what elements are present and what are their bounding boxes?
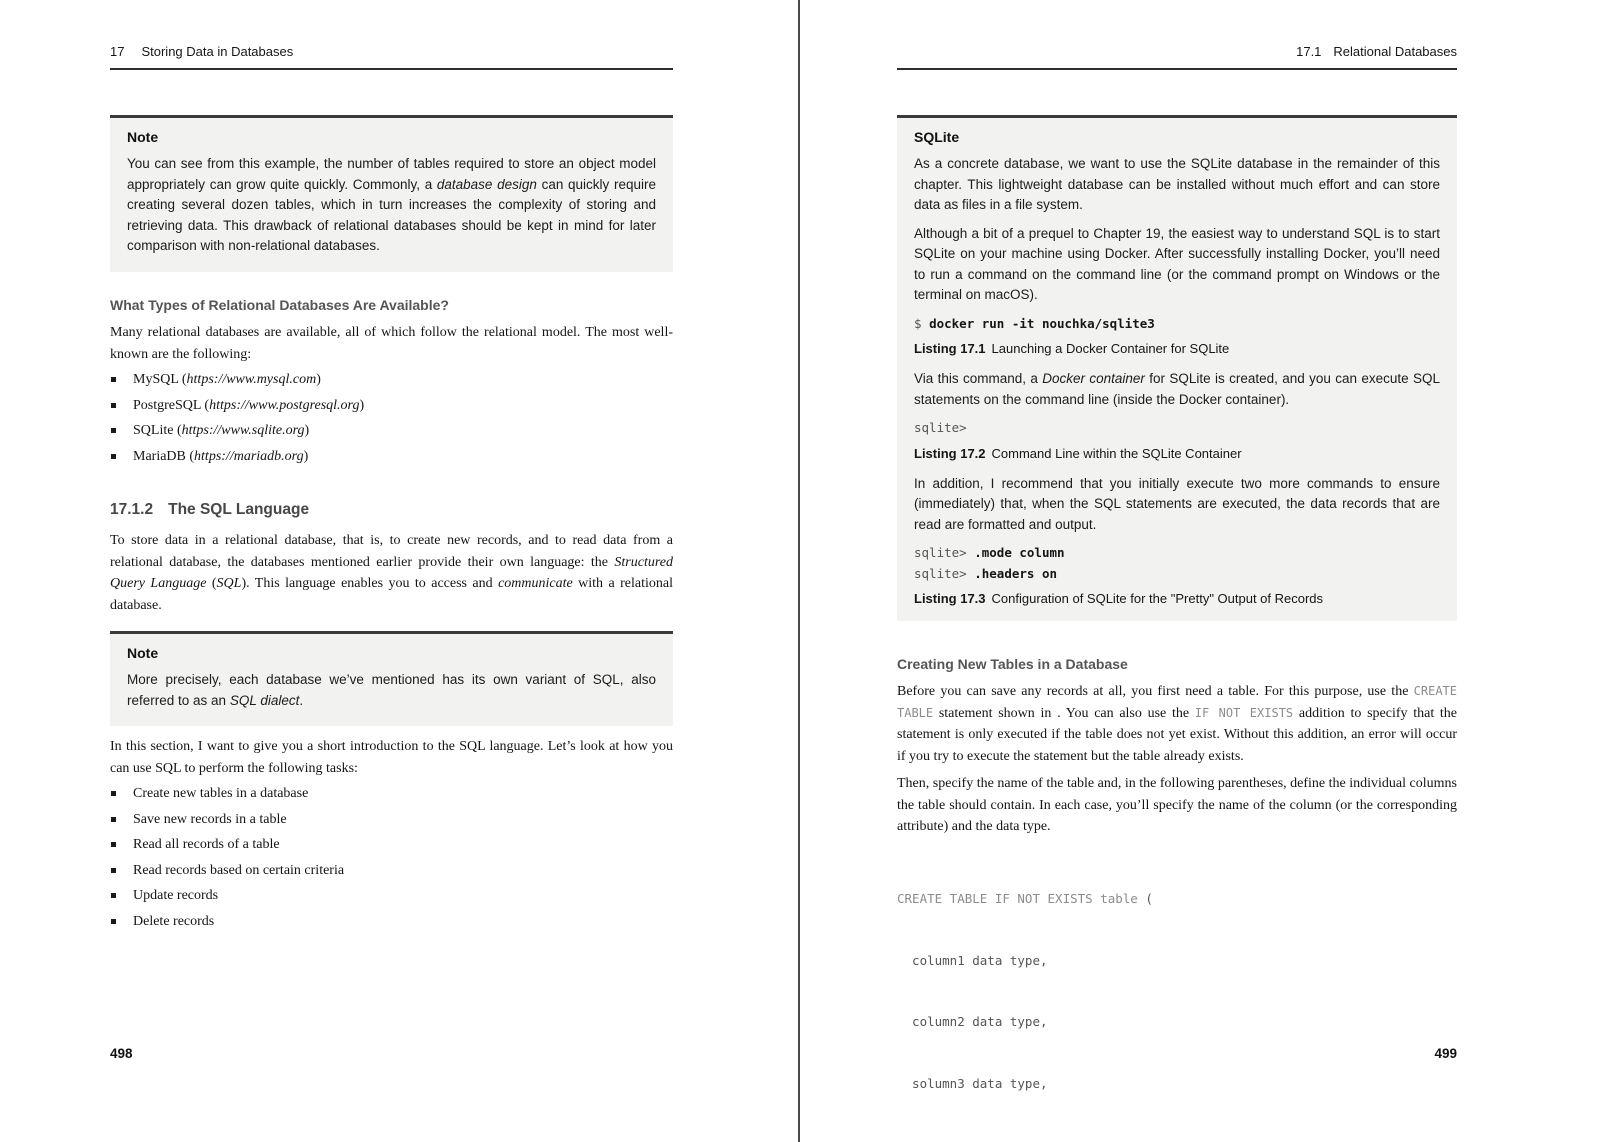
paragraph-available-intro: Many relational databases are available, all of which follow the relational model. The most well-known are the following: xyxy=(110,325,673,362)
paragraph-tasks-intro: In this section, I want to give you a short introduction to the SQL language. Let’s look at how you can use SQL to perform the following tasks: xyxy=(110,739,673,776)
section-title: The SQL Language xyxy=(168,501,310,518)
section-heading-sql-language xyxy=(110,501,673,519)
sqlite-box-paragraph-1: As a concrete database, we want to use the SQLite database in the remainder of this chapter. This lightweight database can be installed without much effort and can store data as files in a file system. xyxy=(914,156,1440,212)
task-item-save-records: Save new records in a table xyxy=(110,809,673,831)
listing-caption-17-3 xyxy=(914,591,1440,606)
chapter-title: Storing Data in Databases xyxy=(141,44,294,59)
list-item-sqlite: SQLite (https://www.sqlite.org) xyxy=(110,420,673,442)
list-item-mysql: MySQL (https://www.mysql.com) xyxy=(110,369,673,391)
database-list xyxy=(110,369,673,471)
listing-text: Command Line within the SQLite Container xyxy=(991,445,1242,461)
code-headers-on: sqlite> .headers on xyxy=(914,565,1058,581)
paragraph-create-1: Before you can save any records at all, you first need a table. For this purpose, use the CREATE TABLE statement shown in . You can also use the IF NOT EXISTS addition to specify that the statement is only executed if the table does not yet exist. Without this addition, an error will occur if you try to execute the statement but the table already exists. xyxy=(897,684,1458,764)
note-box-2-body: More precisely, each database we’ve mentioned has its own variant of SQL, also referred to as an SQL dialect. xyxy=(127,672,656,708)
listing-text: Launching a Docker Container for SQLite xyxy=(991,341,1230,356)
code-create-line-1: CREATE TABLE IF NOT EXISTS table ( xyxy=(897,891,1153,906)
note-box-1-title: Note xyxy=(127,129,159,145)
section-title-header: Relational Databases xyxy=(1333,44,1457,59)
code-create-line-3: column2 data type, xyxy=(897,1014,1048,1029)
code-create-line-2: column1 data type, xyxy=(897,952,1048,968)
chapter-number: 17 xyxy=(110,44,125,59)
page-number-left: 498 xyxy=(110,1046,133,1061)
listing-label: Listing 17.1 xyxy=(914,341,986,356)
code-sqlite-config xyxy=(914,543,1440,584)
task-item-update: Update records xyxy=(110,885,673,907)
note-box-2 xyxy=(110,631,673,726)
sqlite-box-title: SQLite xyxy=(914,129,960,145)
subsection-heading-create-tables: Creating New Tables in a Database xyxy=(897,656,1128,672)
list-item-mariadb: MariaDB (https://mariadb.org) xyxy=(110,446,673,468)
sqlite-info-box xyxy=(897,115,1457,621)
paragraph-sql-language: To store data in a relational database, that is, to create new records, and to read data from a relational database, the databases mentioned earlier provide their own language: the Structured Query Language (SQL). This language enables you to access and communicate with a relational database. xyxy=(110,533,673,613)
sqlite-box-paragraph-3: Via this command, a Docker container for SQLite is created, and you can execute SQL statements on the command line (inside the Docker container). xyxy=(914,371,1440,407)
task-item-read-criteria: Read records based on certain criteria xyxy=(110,860,673,882)
subsection-heading-available: What Types of Relational Databases Are Available? xyxy=(110,297,449,313)
code-create-line-4: solumn3 data type, xyxy=(897,1075,1048,1091)
section-number: 17.1.2 xyxy=(110,501,154,518)
sqlite-box-paragraph-4: In addition, I recommend that you initially execute two more commands to ensure (immediately) that, when the SQL statements are executed, the data records that are read are formatted and output. xyxy=(914,475,1440,532)
listing-label: Listing 17.2 xyxy=(914,445,986,461)
code-mode-column: sqlite> .mode column xyxy=(914,545,1065,560)
listing-text: Configuration of SQLite for the "Pretty" Output of Records xyxy=(991,591,1324,606)
tasks-list xyxy=(110,783,673,936)
task-item-read-all: Read all records of a table xyxy=(110,834,673,856)
page-number-right: 499 xyxy=(1434,1046,1457,1061)
section-number-header: 17.1 xyxy=(1296,44,1322,59)
right-running-header xyxy=(897,44,1457,70)
note-box-2-title: Note xyxy=(127,645,159,661)
code-sqlite-prompt: sqlite> xyxy=(914,420,967,435)
task-item-create-tables: Create new tables in a database xyxy=(110,783,673,805)
left-page xyxy=(110,0,673,1142)
listing-label: Listing 17.3 xyxy=(914,591,986,606)
note-box-1 xyxy=(110,115,673,272)
sqlite-box-paragraph-2: Although a bit of a prequel to Chapter 19, the easiest way to understand SQL is to start SQLite on your machine using Docker. After successfully installing Docker, you’ll need to run a command on the command line (or the command prompt on Windows or the terminal on macOS). xyxy=(914,225,1440,302)
listing-caption-17-2 xyxy=(914,446,1440,461)
code-docker-run: $ docker run -it nouchka/sqlite3 xyxy=(914,315,1155,331)
paragraph-create-2: Then, specify the name of the table and, in the following parentheses, define the individual columns the table should contain. In each case, you’ll specify the name of the column (or the corresponding attribute) and the data type. xyxy=(897,776,1457,834)
list-item-postgresql: PostgreSQL (https://www.postgresql.org) xyxy=(110,395,673,417)
task-item-delete: Delete records xyxy=(110,911,673,933)
right-page xyxy=(897,0,1457,1142)
listing-caption-17-1 xyxy=(914,341,1440,356)
page-divider xyxy=(798,0,800,1142)
note-box-1-body: You can see from this example, the number of tables required to store an object model appropriately can grow quite quickly. Commonly, a database design can quickly require creating several dozen tables, which in turn increases the complexity of storing and retrieving data. This drawback of relational databases should be kept in mind for later comparison with non-relational databases. xyxy=(127,156,656,253)
left-running-header xyxy=(110,44,673,70)
create-table-code-block xyxy=(897,848,1457,1135)
